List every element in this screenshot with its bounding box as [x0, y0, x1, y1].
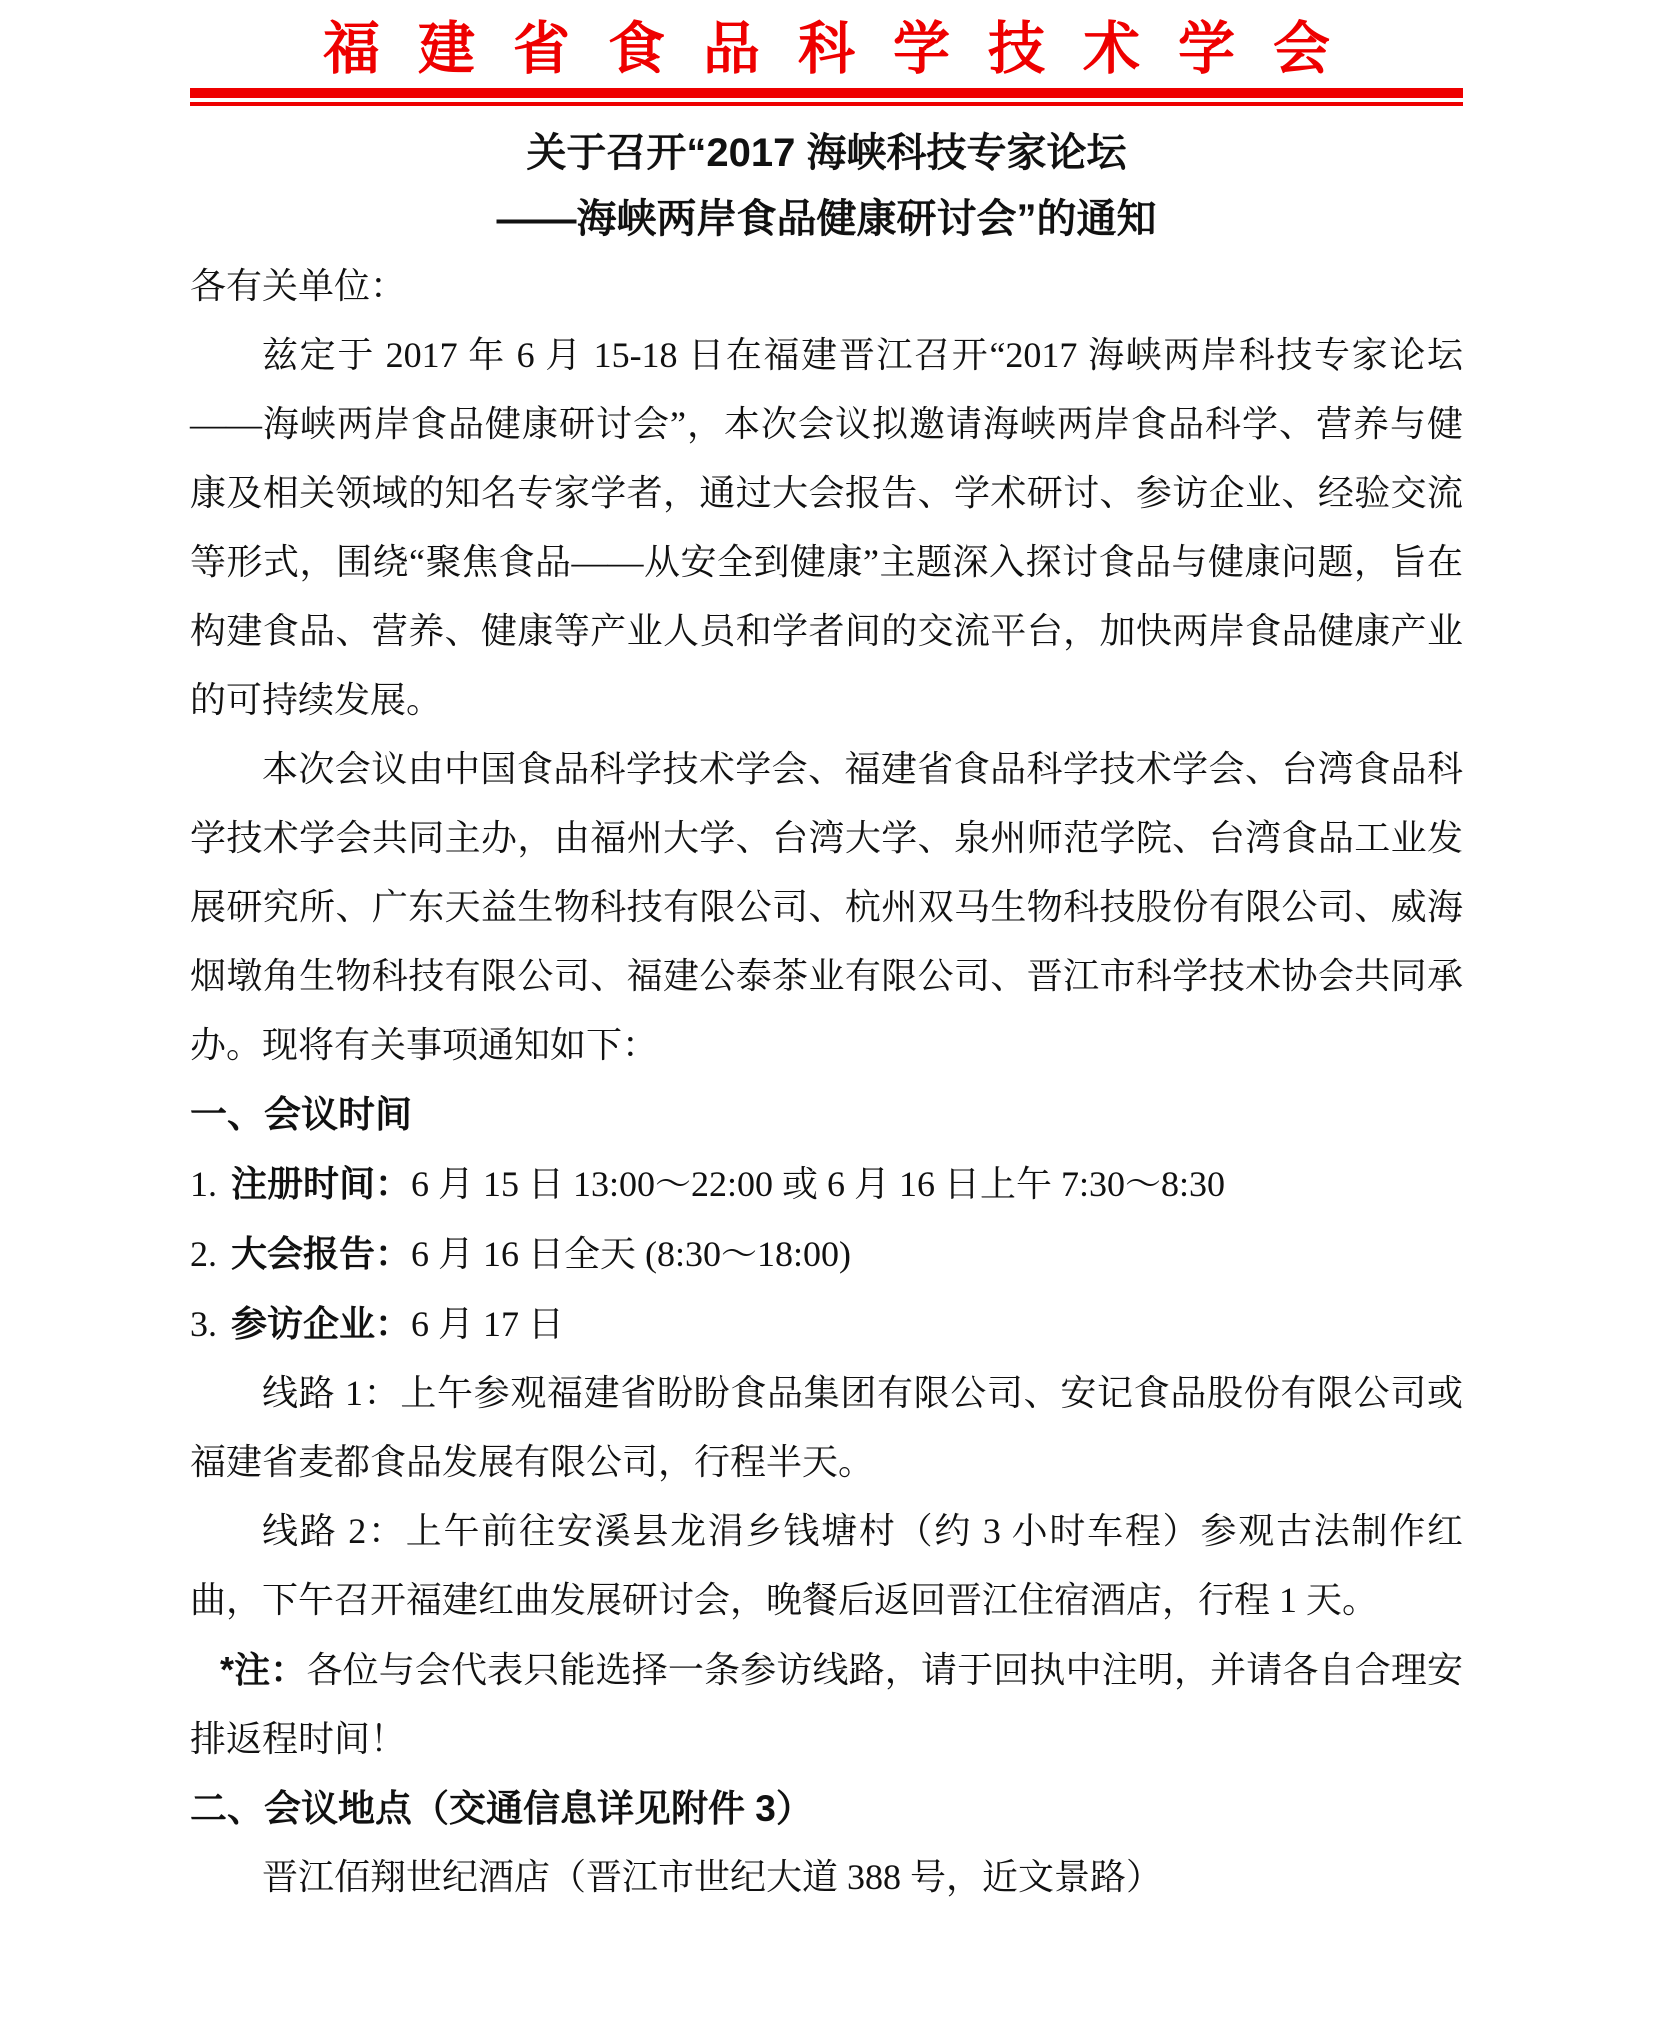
item-text: 6 月 16 日全天 (8:30～18:00): [411, 1234, 851, 1274]
item-text: 6 月 15 日 13:00～22:00 或 6 月 16 日上午 7:30～8:30: [411, 1164, 1226, 1204]
note-text: 各位与会代表只能选择一条参访线路，请于回执中注明，并请各自合理安排返程时间！: [190, 1650, 1463, 1759]
route-2: 线路 2：上午前往安溪县龙涓乡钱塘村（约 3 小时车程）参观古法制作红曲，下午召开福建红曲发展研讨会，晚餐后返回晋江住宿酒店，行程 1 天。: [190, 1511, 1463, 1620]
letterhead: [190, 12, 1463, 106]
item-label: 参访企业：: [231, 1303, 412, 1344]
item-label: 大会报告：: [231, 1233, 412, 1274]
schedule-item-registration: [190, 1149, 1463, 1219]
paragraph-organizers: 本次会议由中国食品科学技术学会、福建省食品科学技术学会、台湾食品科学技术学会共同主办，由福州大学、台湾大学、泉州师范学院、台湾食品工业发展研究所、广东天益生物科技有限公司、杭州双马生物科技股份有限公司、威海烟墩角生物科技有限公司、福建公泰茶业有限公司、晋江市科学技术协会共同承办。现将有关事项通知如下：: [190, 749, 1463, 1065]
item-label: 注册时间：: [231, 1163, 412, 1204]
schedule-item-plenary: [190, 1219, 1463, 1289]
item-number: 2.: [190, 1234, 217, 1274]
section-heading-meeting-time: 一、会议时间: [190, 1094, 412, 1135]
org-name: 福建省食品科学技术学会: [323, 17, 1368, 81]
route-1: 线路 1：上午参观福建省盼盼食品集团有限公司、安记食品股份有限公司或福建省麦都食品发展有限公司，行程半天。: [190, 1373, 1463, 1482]
document-title-line1: 关于召开“2017 海峡科技专家论坛: [526, 131, 1127, 175]
schedule-item-visits: [190, 1289, 1463, 1359]
salutation: 各有关单位：: [190, 266, 407, 306]
section-heading-venue: 二、会议地点（交通信息详见附件 3）: [190, 1788, 813, 1829]
item-number: 3.: [190, 1304, 217, 1344]
item-text: 6 月 17 日: [411, 1304, 565, 1344]
note-label: *注：: [220, 1649, 307, 1690]
note: [190, 1635, 1463, 1774]
document-title-line2: ——海峡两岸食品健康研讨会”的通知: [496, 197, 1157, 241]
letterhead-rule-thin: [190, 102, 1463, 106]
item-number: 1.: [190, 1164, 217, 1204]
paragraph-intro: 兹定于 2017 年 6 月 15-18 日在福建晋江召开“2017 海峡两岸科技专家论坛——海峡两岸食品健康研讨会”，本次会议拟邀请海峡两岸食品科学、营养与健康及相关领域的知名专家学者，通过大会报告、学术研讨、参访企业、经验交流等形式，围绕“聚焦食品——从安全到健康”主题深入探讨食品与健康问题，旨在构建食品、营养、健康等产业人员和学者间的交流平台，加快两岸食品健康产业的可持续发展。: [190, 335, 1463, 720]
letterhead-rule-thick: [190, 88, 1463, 98]
venue-line: 晋江佰翔世纪酒店（晋江市世纪大道 388 号，近文景路）: [262, 1857, 1163, 1897]
